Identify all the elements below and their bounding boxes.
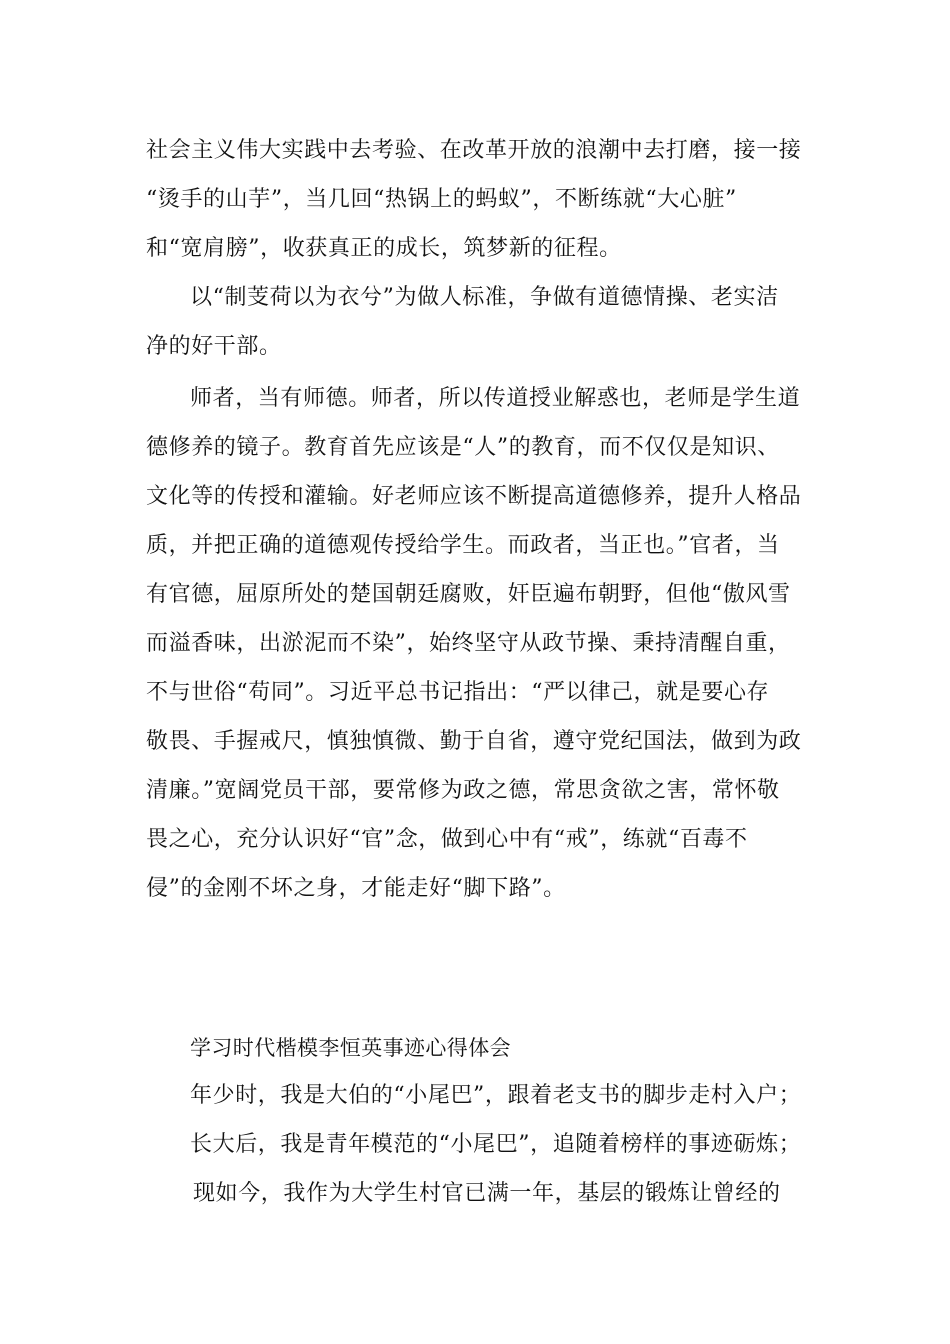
paragraph-line: 不与世俗“苟同”。习近平总书记指出：“严以律己，就是要心存: [146, 680, 770, 705]
paragraph-line: 德修养的镜子。教育首先应该是“人”的教育，而不仅仅是知识、: [146, 435, 780, 460]
paragraph-line: 以“制芰荷以为衣兮”为做人标准，争做有道德情操、老实洁: [190, 285, 779, 310]
paragraph-line: 质，并把正确的道德观传授给学生。而政者，当正也。”官者，当: [146, 533, 780, 558]
paragraph-line: 和“宽肩膀”，收获真正的成长，筑梦新的征程。: [146, 236, 622, 261]
paragraph-line: 文化等的传授和灌输。好老师应该不断提高道德修养，提升人格品: [146, 484, 802, 509]
paragraph-line: 师者，当有师德。师者，所以传道授业解惑也，老师是学生道: [190, 386, 801, 411]
section-title: 学习时代楷模李恒英事迹心得体会: [190, 1036, 511, 1060]
paragraph-line: 有官德，屈原所处的楚国朝廷腐败，奸臣遍布朝野，但他“傲风雪: [146, 582, 791, 607]
paragraph-line: “烫手的山芋”，当几回“热锅上的蚂蚁”，不断练就“大心脏”: [146, 187, 737, 212]
paragraph-line: 长大后，我是青年模范的“小尾巴”，追随着榜样的事迹砺炼；: [190, 1132, 802, 1157]
paragraph-line: 畏之心，充分认识好“官”念，做到心中有“戒”，练就“百毒不: [146, 827, 748, 852]
paragraph-line: 年少时，我是大伯的“小尾巴”，跟着老支书的脚步走村入户；: [190, 1083, 802, 1108]
paragraph-line: 现如今，我作为大学生村官已满一年，基层的锻炼让曾经的: [193, 1181, 781, 1206]
paragraph-line: 敬畏、手握戒尺，慎独慎微、勤于自省，遵守党纪国法，做到为政: [146, 729, 802, 754]
paragraph-line: 社会主义伟大实践中去考验、在改革开放的浪潮中去打磨，接一接: [146, 138, 802, 163]
paragraph-line: 而溢香味，出淤泥而不染”，始终坚守从政节操、秉持清醒自重，: [146, 631, 791, 656]
paragraph-line: 侵”的金刚不坏之身，才能走好“脚下路”。: [146, 876, 566, 901]
paragraph-line: 净的好干部。: [146, 334, 282, 359]
paragraph-line: 清廉。”宽阔党员干部，要常修为政之德，常思贪欲之害，常怀敬: [146, 778, 780, 803]
